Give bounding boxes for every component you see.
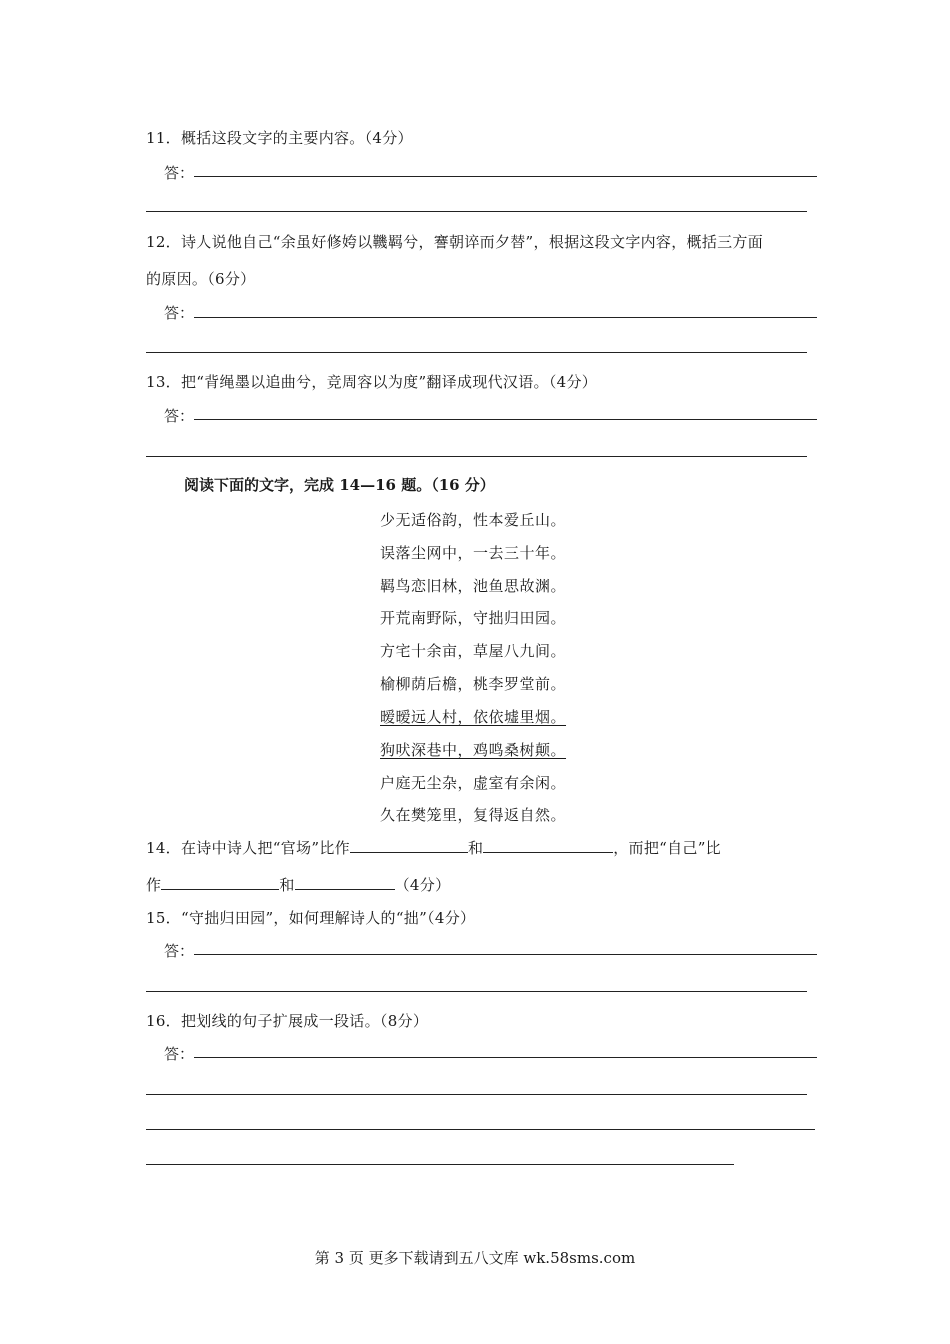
blank-14-4[interactable] <box>295 875 395 890</box>
answer-line-16c[interactable] <box>146 1129 815 1130</box>
poem-line-underlined: 狗吠深巷中，鸡鸣桑树颠。 <box>380 741 567 759</box>
poem-line: 久在樊笼里，复得返自然。 <box>380 806 567 824</box>
page-footer: 第 3 页 更多下载请到五八文库 wk.58sms.com <box>314 1249 636 1267</box>
answer-line-15a[interactable] <box>194 954 817 955</box>
poem-line: 榆柳荫后檐，桃李罗堂前。 <box>380 675 567 693</box>
answer-line-12a[interactable] <box>194 317 817 318</box>
poem-line: 少无适俗韵，性本爱丘山。 <box>380 511 567 529</box>
q14-text-part2: 和 <box>467 839 484 857</box>
answer-line-11b[interactable] <box>146 211 807 212</box>
answer-line-16a[interactable] <box>194 1057 817 1058</box>
answer-line-16b[interactable] <box>146 1094 807 1095</box>
poem-line: 户庭无尘杂，虚室有余闲。 <box>380 774 567 792</box>
q14-text-part4: 作 <box>146 876 162 894</box>
answer-line-12b[interactable] <box>146 352 807 353</box>
q14-text-part6: （4分） <box>394 876 451 894</box>
answer-label-16: 答： <box>164 1045 195 1063</box>
answer-line-15b[interactable] <box>146 991 807 992</box>
poem-line-underlined: 暧暧远人村，依依墟里烟。 <box>380 708 567 726</box>
answer-line-13b[interactable] <box>146 456 807 457</box>
answer-label-15: 答： <box>164 942 195 960</box>
question-11: 11．概括这段文字的主要内容。（4分） <box>146 129 413 147</box>
answer-label-13: 答： <box>164 407 195 425</box>
answer-line-13a[interactable] <box>194 419 817 420</box>
q14-text-part1: 14．在诗中诗人把“官场”比作 <box>146 839 350 857</box>
poem-line: 误落尘网中，一去三十年。 <box>380 544 567 562</box>
question-16: 16．把划线的句子扩展成一段话。（8分） <box>146 1012 429 1030</box>
q14-text-part3: ，而把“自己”比 <box>613 839 721 857</box>
answer-line-11a[interactable] <box>194 176 817 177</box>
blank-14-2[interactable] <box>483 838 613 853</box>
poem-line: 羁鸟恋旧林，池鱼思故渊。 <box>380 577 567 595</box>
blank-14-3[interactable] <box>161 875 279 890</box>
answer-label-11: 答： <box>164 164 195 182</box>
section-heading: 阅读下面的文字，完成 14—16 题。（16 分） <box>184 476 495 494</box>
answer-line-16d[interactable] <box>146 1164 734 1165</box>
blank-14-1[interactable] <box>350 838 468 853</box>
question-15: 15．“守拙归田园”，如何理解诗人的“拙”（4分） <box>146 909 476 927</box>
question-14-line1 <box>146 837 721 858</box>
poem-line: 开荒南野际，守拙归田园。 <box>380 609 567 627</box>
answer-label-12: 答： <box>164 304 195 322</box>
question-13: 13．把“背绳墨以追曲兮，竞周容以为度”翻译成现代汉语。（4分） <box>146 373 598 391</box>
poem-line: 方宅十余亩，草屋八九间。 <box>380 642 567 660</box>
question-12-line2: 的原因。（6分） <box>146 270 256 288</box>
q14-text-part5: 和 <box>279 876 295 894</box>
question-14-line2 <box>146 874 450 895</box>
question-12-line1: 12．诗人说他自己“余虽好修姱以鞿羁兮，謇朝谇而夕替”，根据这段文字内容，概括三方面 <box>146 233 764 251</box>
